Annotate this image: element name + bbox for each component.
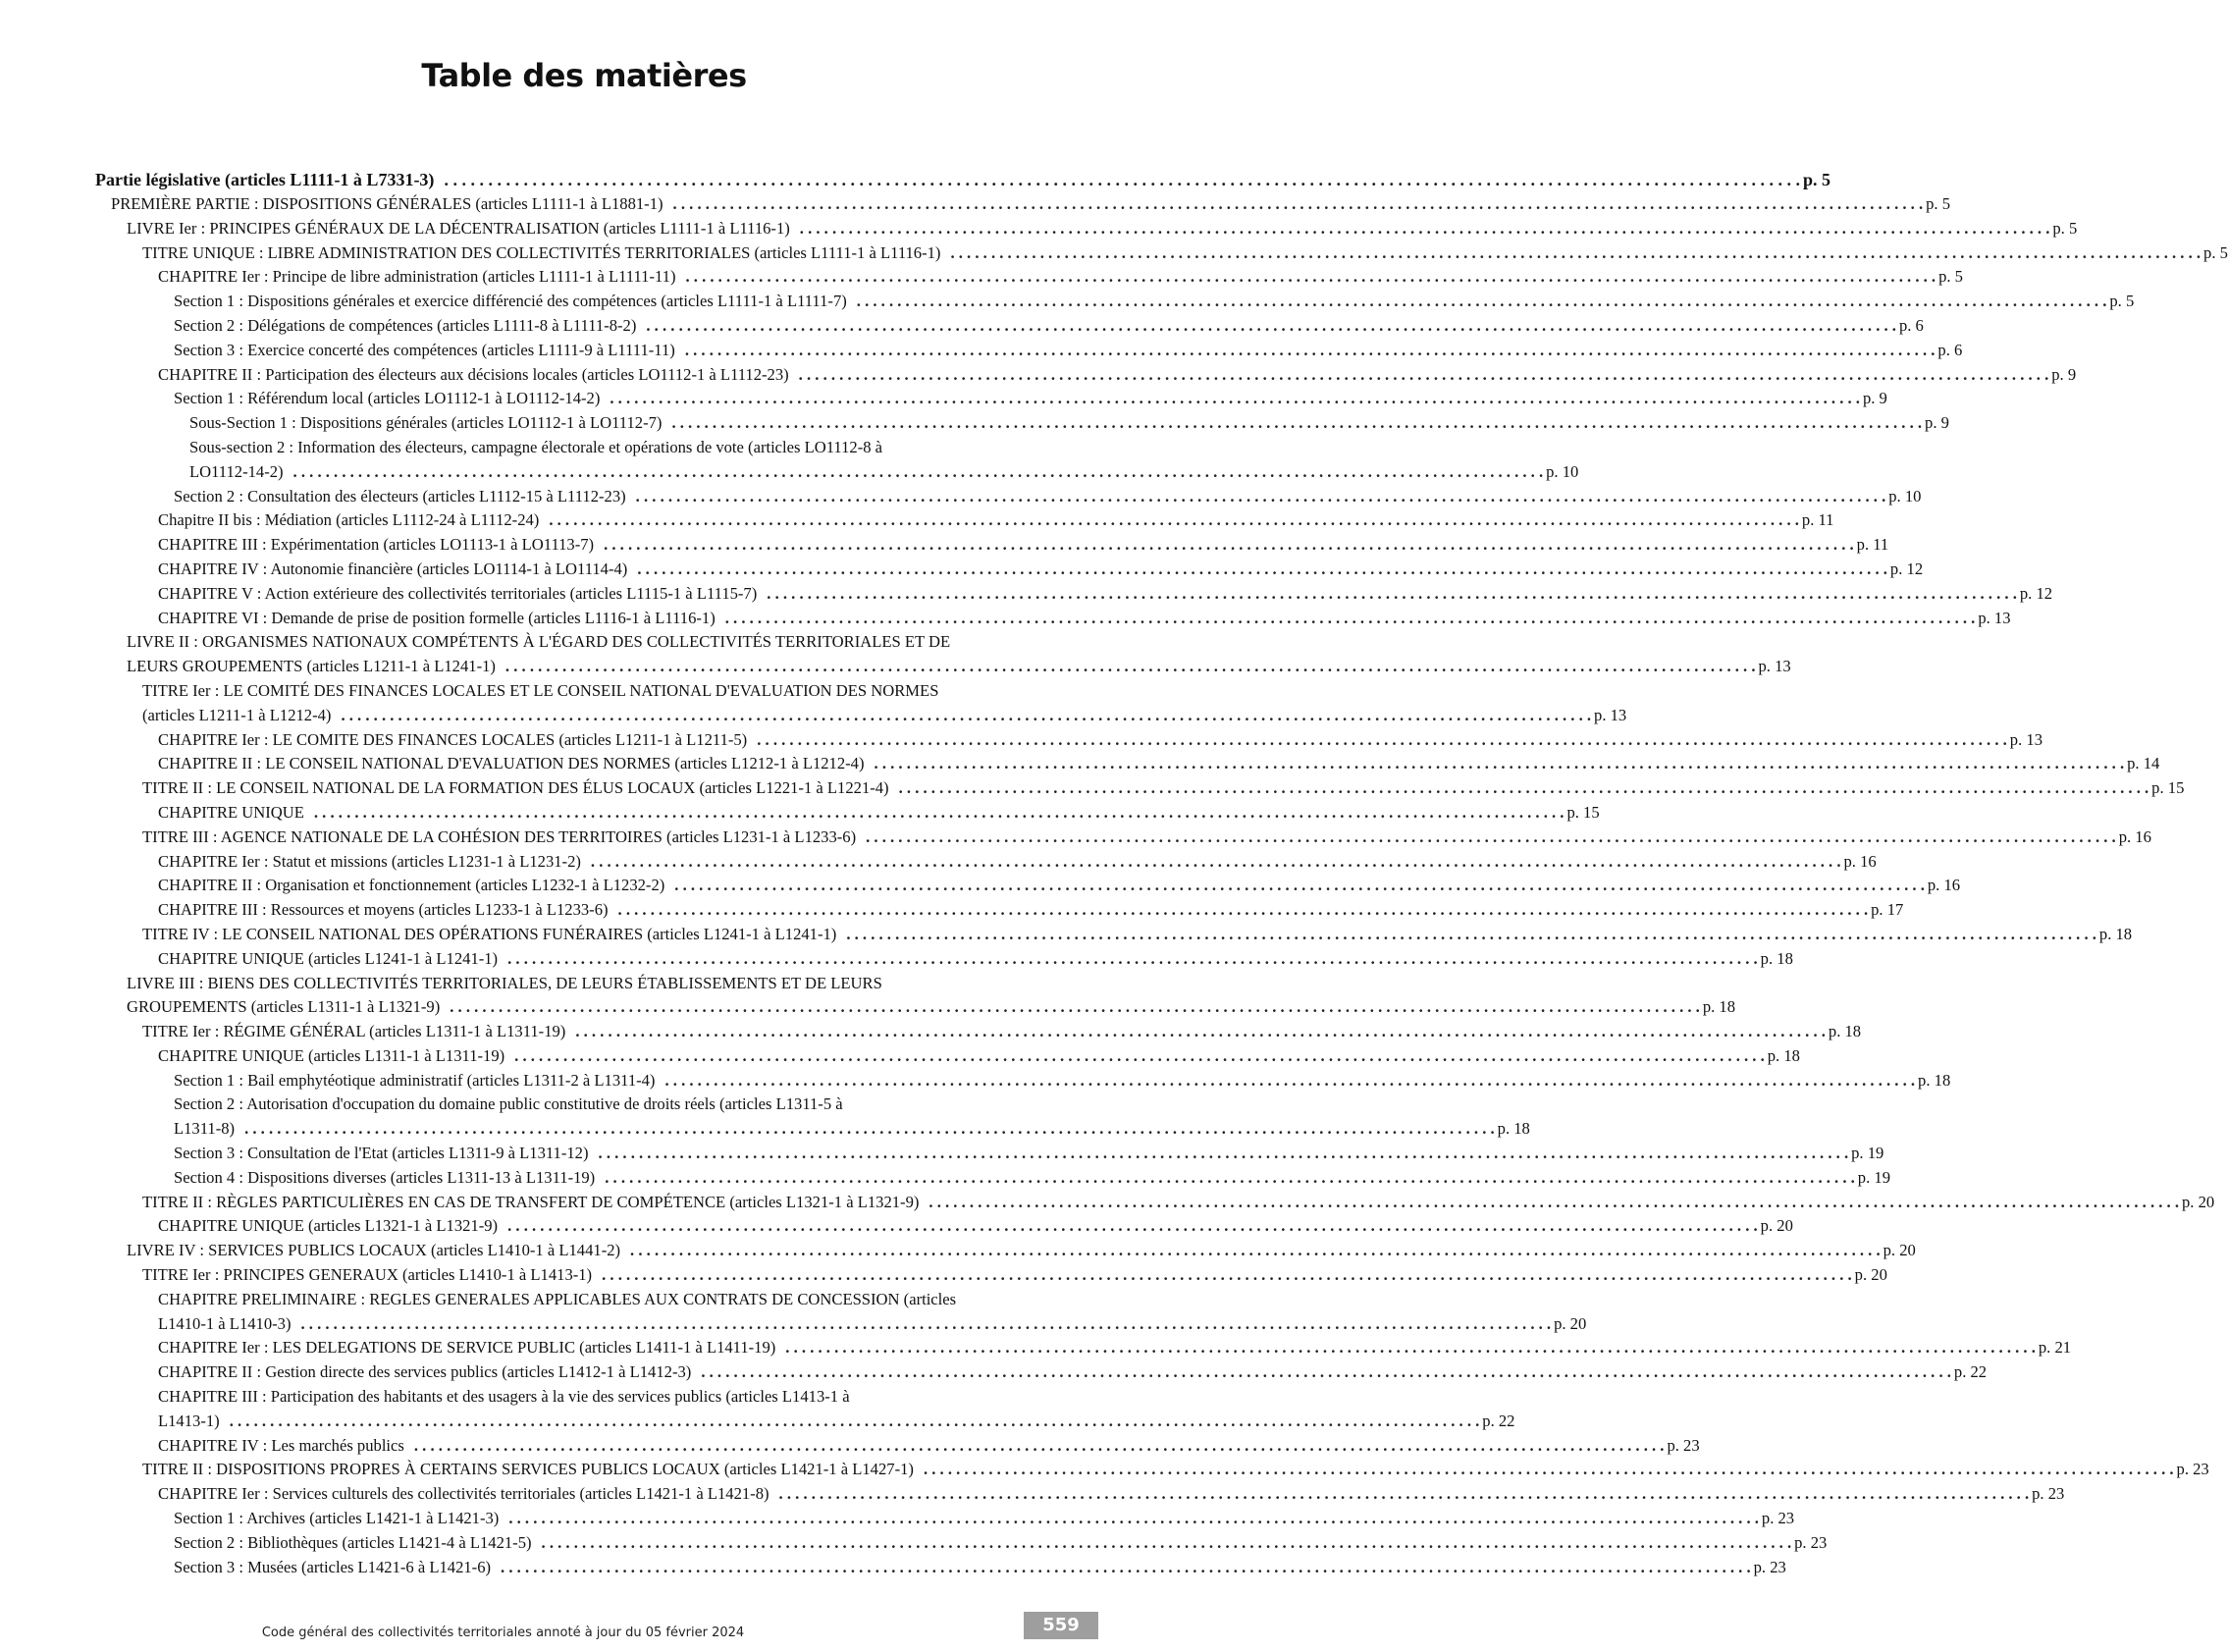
toc-entry-text: TITRE IV : LE CONSEIL NATIONAL DES OPÉRATIONS FUNÉRAIRES (articles L1241-1 à L1241-1): [142, 924, 837, 943]
toc-entry-text-line1: CHAPITRE III : Participation des habitants et des usagers à la vie des services publics (articles L1413-1 à: [158, 1387, 850, 1407]
toc-entry-page: p. 5: [1802, 170, 1830, 189]
toc-entry-page: p. 16: [2118, 826, 2151, 846]
toc-entry-page: p. 5: [2109, 292, 2135, 311]
toc-entry[interactable]: [95, 167, 1830, 192]
toc-entry[interactable]: [95, 314, 1924, 339]
toc-entry-text: TITRE Ier : RÉGIME GÉNÉRAL (articles L1311-1 à L1311-19): [142, 1022, 566, 1041]
toc-entry[interactable]: [95, 1214, 1793, 1239]
toc-entry-text: CHAPITRE UNIQUE (articles L1241-1 à L1241-1): [158, 948, 499, 968]
toc-entry-page: p. 15: [1566, 802, 1600, 822]
dot-leader: [875, 752, 2125, 776]
toc-entry-page: p. 12: [1889, 559, 1924, 578]
toc-entry-page: p. 10: [1546, 461, 1579, 481]
toc-entry-page: p. 13: [1978, 608, 2011, 627]
toc-entry-text: CHAPITRE II : LE CONSEIL NATIONAL D'EVALUATION DES NORMES (articles L1212-1 à L1212-4): [158, 754, 865, 773]
toc-entry-page: p. 18: [1702, 997, 1735, 1017]
toc-entry[interactable]: [95, 192, 1951, 217]
toc-entry-page: p. 5: [2203, 242, 2228, 262]
toc-entry-page: p. 20: [2181, 1192, 2215, 1211]
toc-entry-text: GROUPEMENTS (articles L1311-1 à L1321-9): [127, 997, 441, 1017]
toc-entry-page: p. 19: [1851, 1144, 1884, 1163]
toc-entry-page: p. 19: [1857, 1167, 1890, 1187]
toc-entry-text: CHAPITRE IV : Les marchés publics: [158, 1435, 404, 1455]
toc-entry[interactable]: [95, 1166, 1890, 1191]
toc-entry-page: p. 13: [1594, 705, 1627, 724]
toc-entry-page: p. 20: [1760, 1216, 1793, 1236]
table-of-contents: [95, 167, 2228, 1579]
toc-entry-page: p. 17: [1871, 900, 1904, 920]
toc-entry-text-line1: LIVRE II : ORGANISMES NATIONAUX COMPÉTENTS À L'ÉGARD DES COLLECTIVITÉS TERRITORIALES ET DE: [127, 632, 951, 652]
toc-entry[interactable]: [95, 752, 2160, 776]
dot-leader: [505, 655, 1756, 679]
dot-leader: [674, 874, 1925, 898]
dot-leader: [899, 776, 2149, 801]
toc-entry-page: p. 6: [1898, 315, 1924, 335]
toc-entry-text: CHAPITRE V : Action extérieure des collectivités territoriales (articles L1115-1 à L1115-7): [158, 583, 758, 603]
dot-leader: [591, 850, 1841, 875]
toc-entry[interactable]: [95, 290, 2135, 314]
dot-leader: [924, 1458, 2174, 1482]
toc-entry-text-line1: Sous-section 2 : Information des électeurs, campagne électorale et opérations de vote (articles LO1112-8 à: [189, 437, 883, 456]
toc-entry-text: PREMIÈRE PARTIE : DISPOSITIONS GÉNÉRALES (articles L1111-1 à L1881-1): [111, 194, 663, 213]
dot-leader: [664, 1069, 1915, 1093]
toc-entry-text-line1: LIVRE III : BIENS DES COLLECTIVITÉS TERRITORIALES, DE LEURS ÉTABLISSEMENTS ET DE LEURS: [127, 973, 882, 992]
toc-entry[interactable]: [95, 850, 1877, 875]
dot-leader: [300, 1312, 1551, 1337]
toc-entry[interactable]: [95, 558, 1924, 582]
toc-entry-text: (articles L1211-1 à L1212-4): [142, 705, 332, 724]
toc-entry-page: p. 5: [1938, 267, 1963, 287]
toc-entry-page: p. 12: [2019, 583, 2053, 603]
toc-entry-text: CHAPITRE Ier : LES DELEGATIONS DE SERVICE PUBLIC (articles L1411-1 à L1411-19): [158, 1338, 776, 1358]
toc-entry-page: p. 18: [1497, 1119, 1530, 1139]
toc-entry-text: Partie législative (articles L1111-1 à L7331-3): [95, 170, 435, 189]
toc-entry-page: p. 6: [1937, 340, 1963, 359]
dot-leader: [230, 1410, 1480, 1434]
toc-entry[interactable]: [95, 411, 1949, 436]
dot-leader: [450, 995, 1700, 1020]
toc-entry[interactable]: [95, 1263, 1887, 1288]
toc-entry-page: p. 20: [1883, 1241, 1916, 1260]
toc-entry[interactable]: [95, 485, 1922, 509]
toc-entry-page: p. 18: [1828, 1022, 1862, 1041]
dot-leader: [646, 314, 1896, 339]
toc-entry[interactable]: [95, 387, 1887, 411]
toc-entry[interactable]: [95, 972, 1735, 1021]
toc-entry[interactable]: [95, 898, 1904, 923]
page-number-badge: 559: [1024, 1612, 1098, 1639]
dot-leader: [444, 167, 1800, 192]
dot-leader: [575, 1020, 1826, 1044]
toc-entry-page: p. 23: [2176, 1460, 2209, 1479]
dot-leader: [507, 1214, 1758, 1239]
toc-entry-text: Section 2 : Délégations de compétences (articles L1111-8 à L1111-8-2): [174, 315, 637, 335]
toc-entry-text-line1: TITRE Ier : LE COMITÉ DES FINANCES LOCALES ET LE CONSEIL NATIONAL D'EVALUATION DES NORMES: [142, 680, 939, 700]
toc-entry-page: p. 22: [1953, 1362, 1988, 1382]
toc-entry-text: CHAPITRE VI : Demande de prise de position formelle (articles L1116-1 à L1116-1): [158, 608, 716, 627]
toc-entry-text: TITRE II : RÈGLES PARTICULIÈRES EN CAS DE TRANSFERT DE COMPÉTENCE (articles L1321-1 à L1321-9): [142, 1192, 920, 1211]
toc-entry[interactable]: [95, 1069, 1951, 1093]
toc-entry[interactable]: [95, 1239, 1916, 1263]
toc-entry-text: L1413-1): [158, 1411, 220, 1430]
toc-entry[interactable]: [95, 1482, 2065, 1507]
toc-entry[interactable]: [95, 776, 2185, 801]
dot-leader: [857, 290, 2107, 314]
toc-entry-text: Section 1 : Dispositions générales et exercice différencié des compétences (articles L1111-1 à L1111-7): [174, 292, 847, 311]
dot-leader: [599, 1142, 1849, 1166]
toc-entry-page: p. 20: [1854, 1265, 1887, 1285]
toc-entry-text: L1311-8): [174, 1119, 236, 1139]
toc-entry-text: Section 3 : Consultation de l'Etat (articles L1311-9 à L1311-12): [174, 1144, 589, 1163]
dot-leader: [725, 607, 1976, 631]
toc-entry-page: p. 5: [1926, 194, 1951, 213]
toc-entry-text: Chapitre II bis : Médiation (articles L1112-24 à L1112-24): [158, 510, 540, 530]
dot-leader: [542, 1531, 1792, 1556]
toc-entry-text: CHAPITRE III : Ressources et moyens (articles L1233-1 à L1233-6): [158, 900, 609, 920]
toc-entry-text: CHAPITRE UNIQUE: [158, 802, 304, 822]
dot-leader: [341, 704, 1591, 728]
toc-entry[interactable]: [95, 1044, 1800, 1069]
dot-leader: [618, 898, 1869, 923]
toc-entry-page: p. 18: [1760, 948, 1793, 968]
toc-entry-text-line1: CHAPITRE PRELIMINAIRE : REGLES GENERALES APPLICABLES AUX CONTRATS DE CONCESSION (articles: [158, 1289, 957, 1308]
toc-entry-text: Section 1 : Référendum local (articles LO1112-1 à LO1112-14-2): [174, 389, 601, 408]
toc-entry[interactable]: [95, 1092, 1530, 1142]
toc-entry[interactable]: [95, 630, 1791, 679]
toc-entry-text: TITRE UNIQUE : LIBRE ADMINISTRATION DES COLLECTIVITÉS TERRITORIALES (articles L1111-1 à L1116-1): [142, 242, 941, 262]
toc-entry-text: L1410-1 à L1410-3): [158, 1313, 292, 1333]
toc-entry-text: Section 3 : Exercice concerté des compétences (articles L1111-9 à L1111-11): [174, 340, 675, 359]
dot-leader: [414, 1434, 1665, 1459]
toc-entry[interactable]: [95, 1191, 2215, 1215]
toc-entry-text: CHAPITRE UNIQUE (articles L1311-1 à L1311-19): [158, 1045, 505, 1065]
toc-entry-text: Section 1 : Archives (articles L1421-1 à L1421-3): [174, 1509, 500, 1528]
dot-leader: [767, 582, 2017, 607]
toc-entry[interactable]: [95, 1385, 1515, 1434]
toc-entry-text: LEURS GROUPEMENTS (articles L1211-1 à L1241-1): [127, 657, 496, 676]
toc-entry[interactable]: [95, 874, 1961, 898]
toc-entry-text: TITRE Ier : PRINCIPES GENERAUX (articles L1410-1 à L1413-1): [142, 1265, 593, 1285]
toc-entry-page: p. 18: [1767, 1045, 1800, 1065]
toc-entry[interactable]: [95, 826, 2151, 850]
toc-entry-text: TITRE III : AGENCE NATIONALE DE LA COHÉSION DES TERRITOIRES (articles L1231-1 à L1233-6): [142, 826, 857, 846]
toc-entry-page: p. 23: [1753, 1557, 1786, 1576]
toc-entry[interactable]: [95, 1458, 2209, 1482]
dot-leader: [928, 1191, 2179, 1215]
toc-entry-text: CHAPITRE Ier : LE COMITE DES FINANCES LOCALES (articles L1211-1 à L1211-5): [158, 729, 748, 749]
toc-entry-text: Sous-Section 1 : Dispositions générales (articles LO1112-1 à LO1112-7): [189, 413, 663, 433]
toc-entry-page: p. 14: [2127, 754, 2160, 773]
toc-entry-page: p. 18: [2098, 924, 2133, 943]
toc-entry[interactable]: [95, 728, 2042, 753]
toc-entry[interactable]: [95, 947, 1793, 972]
toc-entry[interactable]: [95, 1434, 1700, 1459]
toc-entry-page: p. 20: [1554, 1313, 1587, 1333]
toc-entry-page: p. 23: [1761, 1509, 1795, 1528]
toc-entry-text: TITRE II : DISPOSITIONS PROPRES À CERTAINS SERVICES PUBLICS LOCAUX (articles L1421-1 à L1427-1): [142, 1460, 914, 1479]
toc-entry-text: CHAPITRE II : Gestion directe des services publics (articles L1412-1 à L1412-3): [158, 1362, 692, 1382]
toc-entry-text-line1: Section 2 : Autorisation d'occupation du domaine public constitutive de droits réels (articles L1311-5 à: [174, 1094, 843, 1114]
toc-entry-text: CHAPITRE Ier : Statut et missions (articles L1231-1 à L1231-2): [158, 851, 581, 871]
dot-leader: [671, 411, 1922, 436]
dot-leader: [701, 1360, 1951, 1385]
toc-entry-text: CHAPITRE IV : Autonomie financière (articles LO1114-1 à LO1114-4): [158, 559, 628, 578]
toc-entry-page: p. 22: [1482, 1411, 1515, 1430]
toc-entry-page: p. 23: [1667, 1435, 1700, 1455]
dot-leader: [846, 923, 2096, 947]
toc-entry-text: TITRE II : LE CONSEIL NATIONAL DE LA FORMATION DES ÉLUS LOCAUX (articles L1221-1 à L1221-4): [142, 778, 889, 798]
page-title: Table des matières: [421, 57, 747, 94]
toc-entry[interactable]: [95, 1531, 1828, 1556]
toc-entry-page: p. 13: [1758, 657, 1791, 676]
toc-entry-text: Section 4 : Dispositions diverses (articles L1311-13 à L1311-19): [174, 1167, 596, 1187]
dot-leader: [507, 947, 1758, 972]
toc-entry-text: Section 2 : Consultation des électeurs (articles L1112-15 à L1112-23): [174, 486, 626, 506]
toc-entry[interactable]: [95, 1288, 1587, 1337]
toc-entry-text: CHAPITRE II : Organisation et fonctionnement (articles L1232-1 à L1232-2): [158, 876, 665, 895]
toc-entry-page: p. 16: [1843, 851, 1877, 871]
dot-leader: [950, 241, 2201, 266]
dot-leader: [604, 533, 1854, 558]
toc-entry-text: Section 1 : Bail emphytéotique administratif (articles L1311-2 à L1311-4): [174, 1070, 656, 1090]
toc-entry[interactable]: [95, 217, 2078, 241]
toc-entry-text: CHAPITRE Ier : Principe de libre administration (articles L1111-1 à L1111-11): [158, 267, 676, 287]
toc-entry[interactable]: [95, 436, 1579, 485]
toc-entry[interactable]: [95, 241, 2228, 266]
dot-leader: [685, 339, 1936, 363]
dot-leader: [866, 826, 2116, 850]
toc-entry-text: LO1112-14-2): [189, 461, 284, 481]
toc-entry[interactable]: [95, 923, 2133, 947]
dot-leader: [779, 1482, 2030, 1507]
dot-leader: [785, 1336, 2036, 1360]
toc-entry[interactable]: [95, 582, 2053, 607]
toc-entry[interactable]: [95, 1020, 1862, 1044]
toc-entry-page: p. 23: [2032, 1484, 2065, 1504]
toc-entry-page: p. 21: [2038, 1338, 2072, 1358]
toc-entry-page: p. 13: [2009, 729, 2042, 749]
toc-entry[interactable]: [95, 607, 2011, 631]
toc-entry-page: p. 9: [2051, 364, 2077, 384]
toc-entry[interactable]: [95, 1336, 2072, 1360]
dot-leader: [602, 1263, 1852, 1288]
toc-entry-page: p. 11: [1801, 510, 1834, 530]
toc-entry-text: CHAPITRE UNIQUE (articles L1321-1 à L1321-9): [158, 1216, 499, 1236]
toc-entry-text: CHAPITRE II : Participation des électeurs aux décisions locales (articles LO1112-1 à L1112-23): [158, 364, 789, 384]
footer-text: Code général des collectivités territoriales annoté à jour du 05 février 2024: [261, 1625, 745, 1640]
toc-entry[interactable]: [95, 508, 1834, 533]
toc-entry[interactable]: [95, 1360, 1988, 1385]
toc-entry-text: CHAPITRE Ier : Services culturels des collectivités territoriales (articles L1421-1 à L1421-8): [158, 1484, 769, 1504]
toc-entry-page: p. 11: [1856, 535, 1889, 555]
toc-entry[interactable]: [95, 801, 1600, 826]
dot-leader: [549, 508, 1799, 533]
dot-leader: [673, 192, 1924, 217]
toc-entry-page: p. 15: [2151, 778, 2185, 798]
dot-leader: [501, 1556, 1751, 1580]
toc-entry[interactable]: [95, 679, 1627, 728]
toc-entry-text: LIVRE IV : SERVICES PUBLICS LOCAUX (articles L1410-1 à L1441-2): [127, 1241, 621, 1260]
dot-leader: [630, 1239, 1881, 1263]
toc-entry-text: Section 3 : Musées (articles L1421-6 à L1421-6): [174, 1557, 492, 1576]
dot-leader: [799, 363, 2049, 388]
dot-leader: [800, 217, 2050, 241]
toc-entry[interactable]: [95, 265, 1963, 290]
toc-entry-page: p. 9: [1862, 389, 1887, 408]
toc-entry[interactable]: [95, 1556, 1786, 1580]
dot-leader: [508, 1507, 1759, 1531]
dot-leader: [610, 387, 1860, 411]
toc-entry-page: p. 5: [2052, 218, 2078, 238]
toc-entry-page: p. 18: [1918, 1070, 1951, 1090]
dot-leader: [314, 801, 1565, 826]
toc-entry-page: p. 16: [1927, 876, 1961, 895]
dot-leader: [685, 265, 1936, 290]
dot-leader: [293, 460, 1544, 485]
toc-entry-text: LIVRE Ier : PRINCIPES GÉNÉRAUX DE LA DÉCENTRALISATION (articles L1111-1 à L1116-1): [127, 218, 790, 238]
toc-entry-text: Section 2 : Bibliothèques (articles L1421-4 à L1421-5): [174, 1532, 532, 1552]
dot-leader: [244, 1117, 1495, 1142]
toc-entry[interactable]: [95, 1142, 1884, 1166]
dot-leader: [636, 485, 1886, 509]
toc-entry[interactable]: [95, 339, 1963, 363]
dot-leader: [757, 728, 2007, 753]
dot-leader: [514, 1044, 1765, 1069]
toc-entry[interactable]: [95, 533, 1889, 558]
dot-leader: [637, 558, 1887, 582]
toc-entry-page: p. 10: [1888, 486, 1922, 506]
toc-entry[interactable]: [95, 1507, 1795, 1531]
toc-entry[interactable]: [95, 363, 2077, 388]
toc-entry-text: CHAPITRE III : Expérimentation (articles LO1113-1 à LO1113-7): [158, 535, 595, 555]
dot-leader: [605, 1166, 1855, 1191]
toc-entry-page: p. 9: [1925, 413, 1949, 433]
toc-entry-page: p. 23: [1794, 1532, 1828, 1552]
